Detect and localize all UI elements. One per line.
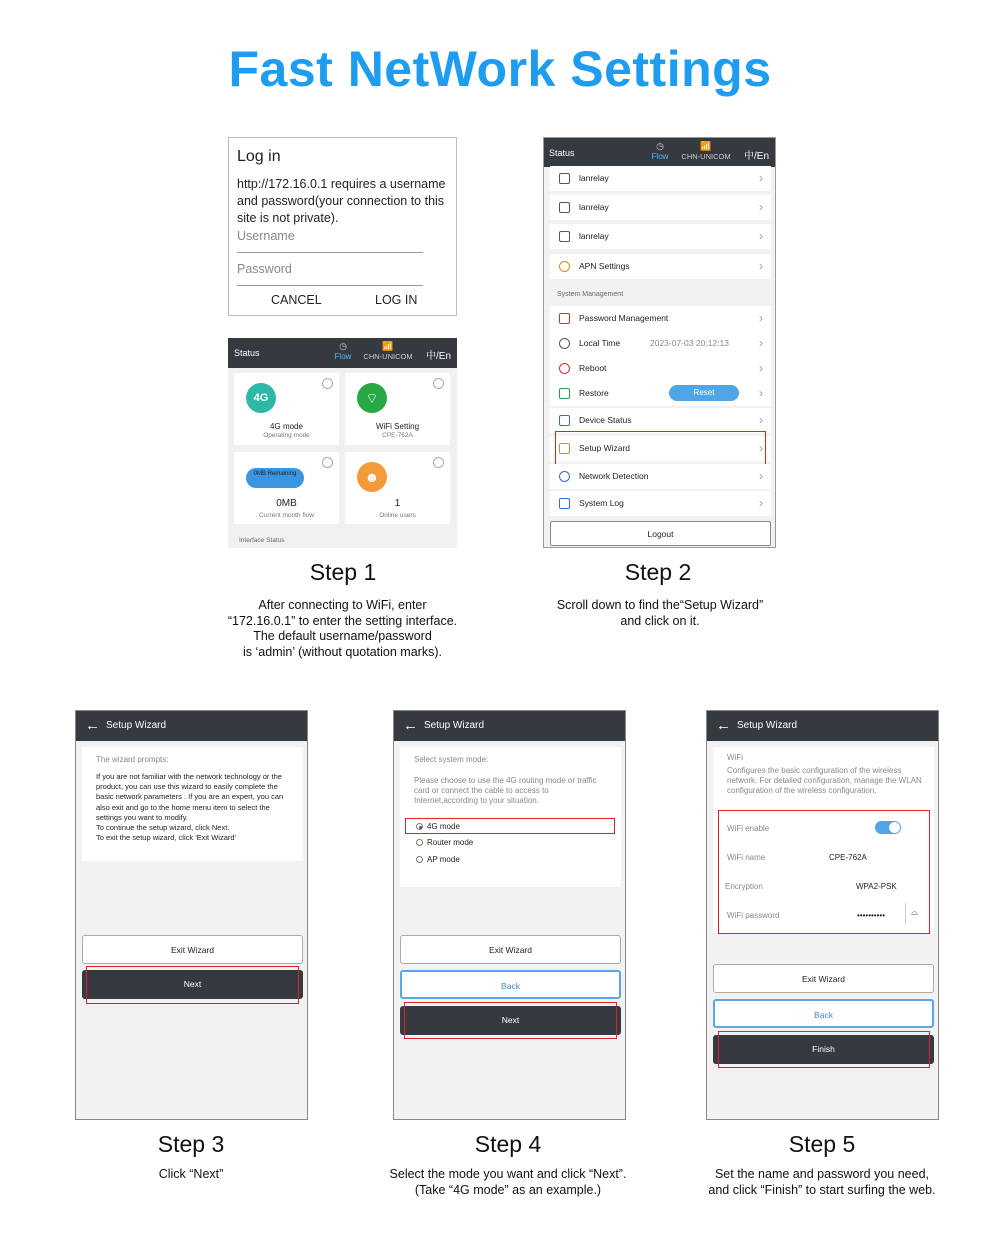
row-label: Local Time — [579, 338, 621, 348]
card-title: 0MB — [276, 498, 297, 509]
chevron-right-icon: › — [759, 361, 763, 375]
username-input[interactable]: Username — [237, 229, 295, 243]
card-online-users[interactable] — [345, 452, 450, 524]
flow-tab[interactable] — [648, 141, 672, 161]
chevron-right-icon: › — [759, 386, 763, 400]
wifi-password-field[interactable]: •••••••••• — [857, 911, 886, 920]
gear-icon[interactable] — [322, 378, 333, 389]
carrier-indicator — [677, 141, 735, 161]
status-label: Status — [234, 348, 260, 358]
settings-row-lanrelay[interactable] — [550, 195, 771, 220]
finish-button[interactable]: Finish — [713, 1035, 934, 1064]
gear-icon[interactable] — [433, 457, 444, 468]
power-icon — [559, 363, 570, 374]
next-button[interactable]: Next — [82, 970, 303, 999]
users-icon: ☻ — [357, 462, 387, 492]
login-message: http://172.16.0.1 requires a username and password(your connection to this site is not private). — [237, 177, 446, 225]
wizard-screen-step3 — [75, 710, 308, 1120]
exit-wizard-button[interactable]: Exit Wizard — [713, 964, 934, 993]
language-toggle[interactable]: 中/En — [744, 151, 770, 162]
apn-icon — [559, 261, 570, 272]
username-underline — [237, 252, 423, 253]
card-title: 1 — [394, 498, 401, 509]
row-label: Network Detection — [579, 471, 649, 481]
password-input[interactable]: Password — [237, 262, 292, 276]
prompt-heading: The wizard prompts: — [96, 755, 169, 764]
highlight-box — [404, 1002, 617, 1039]
flow-label: Flow — [334, 352, 352, 361]
row-label: Device Status — [579, 415, 632, 425]
carrier-label: CHN-UNICOM — [363, 352, 413, 361]
card-operating-mode[interactable] — [234, 373, 339, 445]
router-icon — [559, 415, 570, 426]
highlight-box — [86, 966, 299, 1004]
card-wifi-setting[interactable] — [345, 373, 450, 445]
back-button[interactable]: Back — [713, 999, 934, 1028]
option-4g-mode: 4G mode — [427, 822, 460, 831]
step-4-label: Step 4 — [474, 1131, 542, 1157]
chevron-right-icon: › — [759, 229, 763, 243]
lan-icon — [559, 173, 570, 184]
back-arrow-icon[interactable]: ← — [716, 717, 731, 734]
chevron-right-icon: › — [759, 496, 763, 510]
signal-icon: 📶 — [700, 141, 712, 151]
wizard-title: Setup Wizard — [424, 720, 485, 731]
flow-tab[interactable] — [331, 341, 355, 361]
gear-icon[interactable] — [322, 457, 333, 468]
flow-label: Flow — [651, 152, 669, 161]
step-5-label: Step 5 — [788, 1131, 856, 1157]
lan-icon — [559, 202, 570, 213]
interface-status-label: Interface Status — [239, 537, 285, 544]
highlight-box — [718, 810, 930, 934]
step-1-description: After connecting to WiFi, enter “172.16.0.1” to enter the setting interface. The default username/password is ‘admin’ (without quotation marks). — [227, 598, 458, 659]
radio-router-mode[interactable] — [416, 839, 423, 846]
card-subtitle: Current month flow — [259, 512, 314, 519]
wizard-header — [394, 711, 625, 741]
wifi-heading: WiFi — [727, 753, 743, 762]
password-underline — [237, 285, 423, 286]
row-label: APN Settings — [579, 261, 630, 271]
section-heading: System Management — [557, 291, 624, 298]
login-heading: Log in — [237, 148, 281, 165]
clock-icon — [559, 338, 570, 349]
login-dialog — [228, 137, 457, 316]
dashboard-screen — [228, 338, 457, 548]
language-toggle[interactable]: 中/En — [426, 351, 452, 362]
step-3-label: Step 3 — [157, 1131, 225, 1157]
settings-screen — [543, 137, 776, 548]
highlight-box — [405, 818, 615, 834]
wifi-enable-label: WiFi enable — [727, 824, 770, 833]
log-icon — [559, 498, 570, 509]
signal-icon: 📶 — [382, 341, 394, 351]
globe-icon — [559, 471, 570, 482]
row-label: lanrelay — [579, 202, 609, 212]
status-label: Status — [549, 148, 575, 158]
wizard-header — [76, 711, 307, 741]
step-1-label: Step 1 — [309, 559, 377, 585]
wifi-name-label: WiFi name — [727, 853, 766, 862]
card-subtitle: CPE-762A — [382, 432, 413, 439]
chevron-right-icon: › — [759, 311, 763, 325]
lan-icon — [559, 231, 570, 242]
settings-row-reboot[interactable] — [550, 356, 771, 381]
step-2-label: Step 2 — [624, 559, 692, 585]
mode-select-panel — [400, 747, 621, 887]
step-2-description: Scroll down to find the“Setup Wizard” and click on it. — [556, 598, 764, 628]
chevron-right-icon: › — [759, 171, 763, 185]
settings-row-network-detection[interactable] — [550, 464, 771, 489]
card-month-flow[interactable] — [234, 452, 339, 524]
radio-ap-mode[interactable] — [416, 856, 423, 863]
card-subtitle: Operating mode — [263, 432, 310, 439]
row-label: System Log — [579, 498, 624, 508]
back-arrow-icon[interactable]: ← — [85, 717, 100, 734]
wizard-title: Setup Wizard — [737, 720, 798, 731]
login-button[interactable]: LOG IN — [375, 293, 418, 307]
wifi-description: Configures the basic configuration of the wireless network. For detailed configuration, manage the WLAN configuration of the wireless configuration. — [727, 766, 922, 795]
highlight-box — [555, 431, 766, 466]
mode-heading: Select system mode: — [414, 755, 489, 764]
settings-row-apn[interactable] — [550, 254, 771, 279]
wizard-screen-step5 — [706, 710, 939, 1120]
chevron-right-icon: › — [759, 336, 763, 350]
encryption-select[interactable]: WPA2-PSK — [856, 882, 897, 891]
exit-wizard-button[interactable]: Exit Wizard — [400, 935, 621, 964]
settings-row-system-log[interactable] — [550, 491, 771, 516]
reset-button[interactable]: Reset — [669, 385, 739, 401]
settings-row-device-status[interactable] — [550, 408, 771, 433]
settings-row-lanrelay[interactable] — [550, 224, 771, 249]
row-label: Password Management — [579, 313, 669, 323]
card-subtitle: Online users — [379, 512, 416, 519]
row-label: Reboot — [579, 363, 607, 373]
back-arrow-icon[interactable]: ← — [403, 717, 418, 734]
chevron-right-icon: › — [759, 200, 763, 214]
chevron-right-icon: › — [759, 441, 763, 455]
remaining-pill: 0MB Remaining — [246, 468, 304, 488]
wifi-icon: ⌔ — [357, 383, 387, 413]
highlight-box — [718, 1031, 930, 1068]
encryption-label: Encryption — [725, 882, 763, 891]
wizard-prompt-panel — [82, 747, 303, 861]
row-label: lanrelay — [579, 173, 609, 183]
row-label: Setup Wizard — [579, 443, 631, 453]
wizard-header — [707, 711, 938, 741]
prompt-body: If you are not familiar with the network technology or the product, you can use this wizard to easily complete the basic network parameters . If you are an expert, you can also exit and go to the home menu item to select the settings you want to modify. To continue the setup wizard, click Next. To exit the setup wizard, click 'Exit Wizard' — [96, 772, 284, 843]
4g-icon: 4G — [246, 383, 276, 413]
chevron-right-icon: › — [759, 259, 763, 273]
option-ap-mode: AP mode — [427, 855, 460, 864]
logout-button[interactable]: Logout — [550, 521, 771, 546]
card-title: 4G mode — [270, 422, 303, 431]
step-3-description: Click “Next” — [158, 1167, 224, 1181]
step-4-description: Select the mode you want and click “Next”. (Take “4G mode” as an example.) — [389, 1167, 627, 1197]
card-title: WiFi Setting — [375, 422, 420, 431]
wizard-screen-step4 — [393, 710, 626, 1120]
wifi-password-label: WiFi password — [727, 911, 780, 920]
mode-description: Please choose to use the 4G routing mode or traffic card or connect the cable to access to Internet,according to your situation. — [414, 776, 597, 805]
step-5-description: Set the name and password you need, and click “Finish” to start surfing the web. — [708, 1167, 936, 1197]
flow-icon: ◷ — [339, 341, 347, 351]
settings-row-lanrelay[interactable] — [550, 166, 771, 191]
carrier-label: CHN-UNICOM — [681, 152, 731, 161]
gear-icon[interactable] — [433, 378, 444, 389]
wizard-title: Setup Wizard — [106, 720, 167, 731]
restore-icon — [559, 388, 570, 399]
settings-row-restore[interactable] — [550, 381, 771, 406]
option-router-mode: Router mode — [427, 838, 474, 847]
status-bar — [228, 338, 457, 368]
chevron-right-icon: › — [759, 413, 763, 427]
chevron-right-icon: › — [759, 469, 763, 483]
page-title: Fast NetWork Settings — [228, 41, 772, 97]
eye-closed-icon[interactable]: ⌓ — [911, 907, 919, 917]
settings-row-password[interactable] — [550, 306, 771, 331]
status-bar — [544, 138, 776, 167]
wifi-name-field[interactable]: CPE-762A — [829, 853, 867, 862]
flow-icon: ◷ — [656, 141, 664, 151]
lock-icon — [559, 313, 570, 324]
back-button[interactable]: Back — [400, 970, 621, 999]
exit-wizard-button[interactable]: Exit Wizard — [82, 935, 303, 964]
row-label: lanrelay — [579, 231, 609, 241]
row-label: Restore — [579, 388, 609, 398]
local-time-value: 2023-07-03 20:12:13 — [650, 338, 729, 348]
settings-row-local-time[interactable] — [550, 331, 771, 356]
cancel-button[interactable]: CANCEL — [271, 293, 322, 307]
carrier-indicator — [359, 341, 417, 361]
next-button[interactable]: Next — [400, 1006, 621, 1035]
